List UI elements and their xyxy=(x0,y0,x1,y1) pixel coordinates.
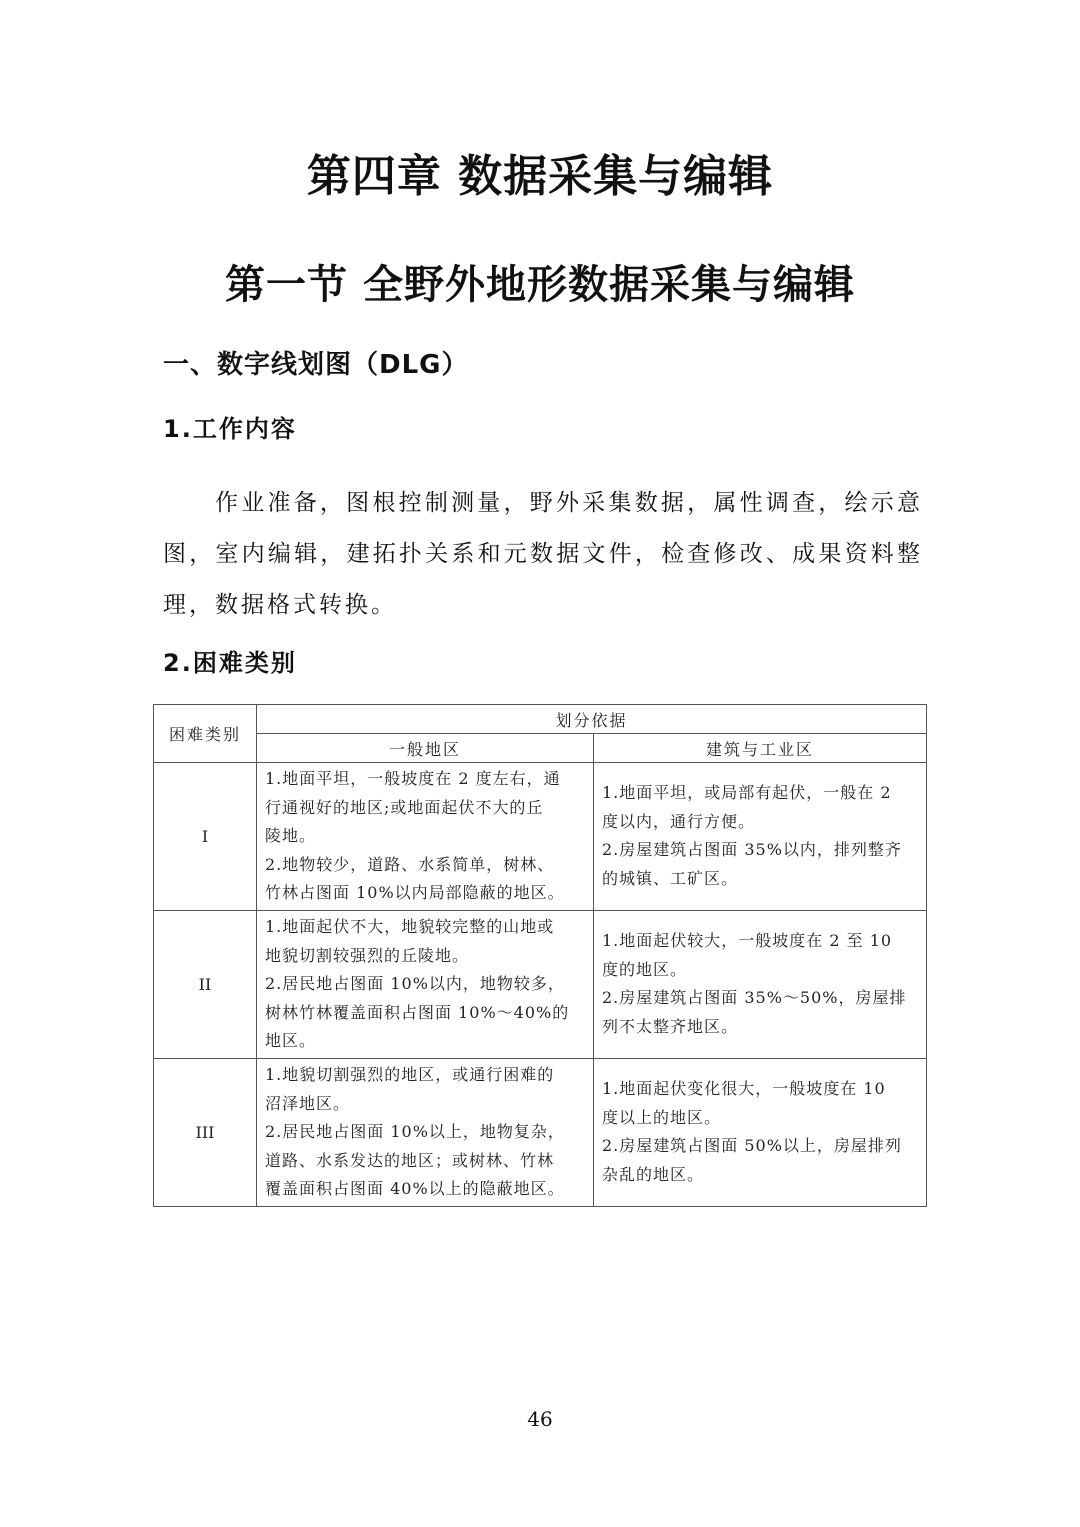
criteria-line: 陵地。 xyxy=(265,826,317,846)
header-general-area: 一般地区 xyxy=(257,734,594,763)
table-subheader-row xyxy=(154,734,927,763)
criteria-line: 2.房屋建筑占图面 35%～50%，房屋排 xyxy=(602,988,907,1008)
criteria-line: 杂乱的地区。 xyxy=(602,1165,705,1185)
criteria-line: 2.居民地占图面 10%以上，地物复杂， xyxy=(265,1122,565,1142)
heading-difficulty-category: 2.困难类别 xyxy=(163,649,297,677)
difficulty-grade: I xyxy=(154,763,257,911)
heading-work-content: 1.工作内容 xyxy=(163,415,297,443)
industrial-area-criteria xyxy=(594,910,927,1058)
table-row xyxy=(154,1058,927,1206)
criteria-line: 地貌切割较强烈的丘陵地。 xyxy=(265,945,470,965)
difficulty-grade: II xyxy=(154,910,257,1058)
table-row xyxy=(154,910,927,1058)
industrial-area-criteria xyxy=(594,763,927,911)
criteria-line: 行通视好的地区;或地面起伏不大的丘 xyxy=(265,797,544,817)
heading-dlg: 一、数字线划图（DLG） xyxy=(163,350,469,380)
criteria-line: 沼泽地区。 xyxy=(265,1093,351,1113)
difficulty-grade: III xyxy=(154,1058,257,1206)
general-area-criteria xyxy=(257,910,594,1058)
work-content-paragraph: 作业准备，图根控制测量，野外采集数据，属性调查，绘示意图，室内编辑，建拓扑关系和元数据文件，检查修改、成果资料整理，数据格式转换。 xyxy=(163,490,923,618)
criteria-line: 覆盖面积占图面 40%以上的隐蔽地区。 xyxy=(265,1179,565,1199)
criteria-line: 度的地区。 xyxy=(602,959,688,979)
criteria-line: 2.房屋建筑占图面 35%以内，排列整齐 xyxy=(602,840,902,860)
criteria-line: 2.居民地占图面 10%以内，地物较多， xyxy=(265,974,565,994)
general-area-criteria xyxy=(257,1058,594,1206)
criteria-line: 地区。 xyxy=(265,1031,317,1051)
chapter-title: 第四章 数据采集与编辑 xyxy=(306,151,774,202)
criteria-line: 度以内，通行方便。 xyxy=(602,811,756,831)
criteria-line: 1.地面起伏不大，地貌较完整的山地或 xyxy=(265,916,555,936)
header-difficulty-category: 困难类别 xyxy=(154,705,257,763)
criteria-line: 竹林占图面 10%以内局部隐蔽的地区。 xyxy=(265,883,565,903)
criteria-line: 度以上的地区。 xyxy=(602,1107,722,1127)
criteria-line: 1.地面平坦，或局部有起伏，一般在 2 xyxy=(602,783,892,803)
general-area-criteria xyxy=(257,763,594,911)
difficulty-table xyxy=(153,704,927,1207)
criteria-line: 2.地物较少，道路、水系简单，树林、 xyxy=(265,854,555,874)
criteria-line: 1.地面起伏较大，一般坡度在 2 至 10 xyxy=(602,931,893,951)
criteria-line: 1.地面起伏变化很大，一般坡度在 10 xyxy=(602,1079,886,1099)
criteria-line: 列不太整齐地区。 xyxy=(602,1017,739,1037)
criteria-line: 道路、水系发达的地区；或树林、竹林 xyxy=(265,1150,555,1170)
section-title: 第一节 全野外地形数据采集与编辑 xyxy=(225,262,855,308)
table-body xyxy=(154,763,927,1207)
page-number: 46 xyxy=(527,1407,553,1431)
criteria-line: 1.地面平坦，一般坡度在 2 度左右，通 xyxy=(265,769,561,788)
criteria-line: 树林竹林覆盖面积占图面 10%～40%的 xyxy=(265,1002,570,1022)
table-header-row xyxy=(154,705,927,734)
header-industrial-area: 建筑与工业区 xyxy=(594,734,927,763)
criteria-line: 2.房屋建筑占图面 50%以上，房屋排列 xyxy=(602,1136,902,1156)
criteria-line: 的城镇、工矿区。 xyxy=(602,869,739,889)
header-division-basis: 划分依据 xyxy=(257,705,927,734)
criteria-line: 1.地貌切割强烈的地区，或通行困难的 xyxy=(265,1064,555,1084)
table-row xyxy=(154,763,927,911)
industrial-area-criteria xyxy=(594,1058,927,1206)
